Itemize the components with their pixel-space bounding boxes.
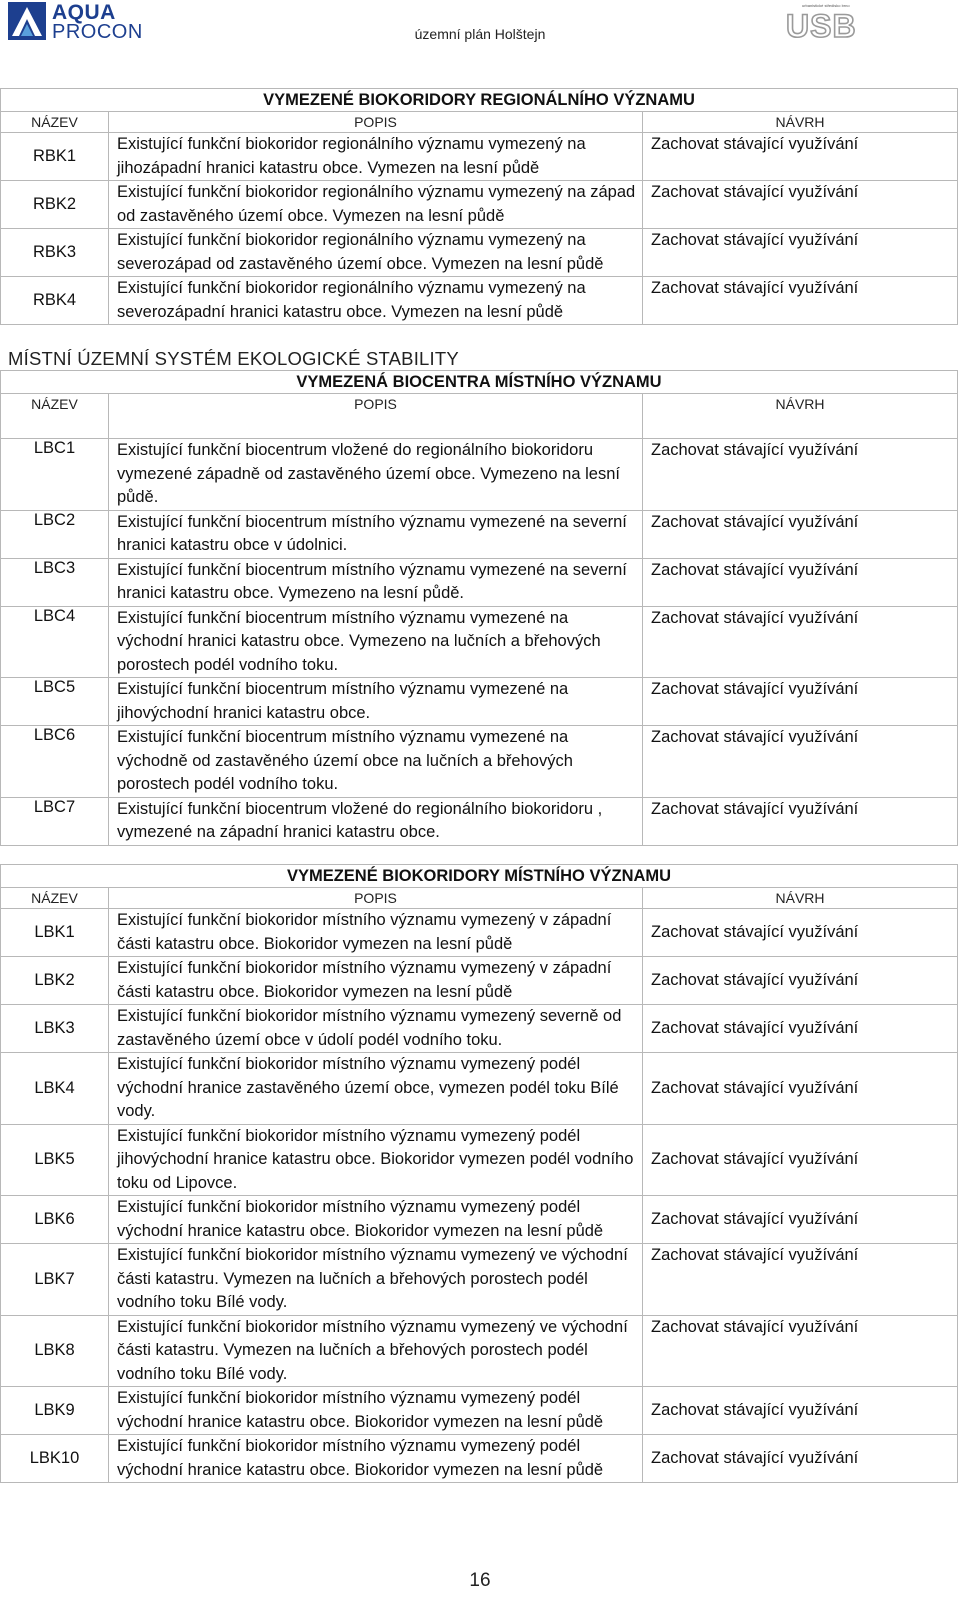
logo-word-procon: PROCON: [52, 21, 143, 43]
row-code: LBK8: [1, 1315, 109, 1387]
row-code: RBK1: [1, 133, 109, 181]
table-title: VYMEZENÁ BIOCENTRA MÍSTNÍHO VÝZNAMU: [1, 371, 958, 394]
table-row: [1, 1053, 958, 1125]
table-row: [1, 678, 958, 726]
row-code: LBK3: [1, 1005, 109, 1053]
table-row: [1, 957, 958, 1005]
table-row: [1, 277, 958, 325]
regional-biocorridors-table: [0, 88, 958, 325]
row-description: Existující funkční biokoridor místního významu vymezený ve východní části katastru. Vymezen na lučních a břehových porostech podél vodního toku Bílé vody.: [109, 1315, 643, 1387]
row-code: LBK6: [1, 1196, 109, 1244]
row-code: LBK5: [1, 1124, 109, 1196]
table-row: [1, 726, 958, 798]
table-row: [1, 606, 958, 678]
row-proposal: Zachovat stávající využívání: [643, 1387, 958, 1435]
row-code: LBC2: [1, 510, 109, 558]
column-header-proposal: NÁVRH: [643, 112, 958, 133]
row-description: Existující funkční biocentrum místního významu vymezené na východně od zastavěného území obce na lučních a břehových porostech podél vodního toku.: [109, 726, 643, 798]
column-header-name: NÁZEV: [1, 888, 109, 909]
section-heading: MÍSTNÍ ÚZEMNÍ SYSTÉM EKOLOGICKÉ STABILITY: [8, 348, 459, 369]
row-code: LBK7: [1, 1244, 109, 1316]
row-description: Existující funkční biokoridor místního významu vymezený podél východní hranice katastru obce. Biokoridor vymezen na lesní půdě: [109, 1387, 643, 1435]
row-description: Existující funkční biocentrum místního významu vymezené na severní hranici katastru obce. Vymezeno na lesní půdě.: [109, 558, 643, 606]
column-header-description: POPIS: [109, 394, 643, 439]
row-code: LBK10: [1, 1435, 109, 1483]
row-proposal: Zachovat stávající využívání: [643, 1005, 958, 1053]
row-description: Existující funkční biocentrum vložené do regionálního biokoridoru , vymezené na západní hranici katastru obce.: [109, 797, 643, 845]
table-row: [1, 1244, 958, 1316]
row-code: LBK9: [1, 1387, 109, 1435]
row-proposal: Zachovat stávající využívání: [643, 277, 958, 325]
row-description: Existující funkční biocentrum místního významu vymezené na severní hranici katastru obce v údolnici.: [109, 510, 643, 558]
row-description: Existující funkční biokoridor místního významu vymezený v západní části katastru obce. Biokoridor vymezen na lesní půdě: [109, 909, 643, 957]
row-description: Existující funkční biocentrum vložené do regionálního biokoridoru vymezené západně od zastavěného území obce. Vymezeno na lesní půdě.: [109, 439, 643, 511]
row-code: LBK4: [1, 1053, 109, 1125]
row-description: Existující funkční biokoridor místního významu vymezený podél východní hranice katastru obce. Biokoridor vymezen na lesní půdě: [109, 1196, 643, 1244]
row-proposal: Zachovat stávající využívání: [643, 678, 958, 726]
row-description: Existující funkční biokoridor regionálního významu vymezený na západ od zastavěného území obce. Vymezen na lesní půdě: [109, 181, 643, 229]
local-biocorridors-table: [0, 864, 958, 1483]
table-row: [1, 797, 958, 845]
row-proposal: Zachovat stávající využívání: [643, 1196, 958, 1244]
row-description: Existující funkční biokoridor místního významu vymezený podél východní hranice katastru obce. Biokoridor vymezen na lesní půdě: [109, 1435, 643, 1483]
svg-text:USB: USB: [786, 8, 857, 42]
table-title: VYMEZENÉ BIOKORIDORY MÍSTNÍHO VÝZNAMU: [1, 865, 958, 888]
usb-logo-caption: urbanistické středisko brno: [802, 3, 850, 8]
row-proposal: Zachovat stávající využívání: [643, 558, 958, 606]
row-code: LBC7: [1, 797, 109, 845]
row-proposal: Zachovat stávající využívání: [643, 726, 958, 798]
row-code: LBC1: [1, 439, 109, 511]
page-header: [0, 0, 960, 60]
row-proposal: Zachovat stávající využívání: [643, 1315, 958, 1387]
row-code: LBC3: [1, 558, 109, 606]
logo-word-aqua: AQUA: [52, 1, 116, 24]
table-row: [1, 1005, 958, 1053]
row-code: RBK3: [1, 229, 109, 277]
row-proposal: Zachovat stávající využívání: [643, 957, 958, 1005]
row-proposal: Zachovat stávající využívání: [643, 1244, 958, 1316]
row-code: LBK2: [1, 957, 109, 1005]
row-description: Existující funkční biokoridor regionálního významu vymezený na severozápadní hranici katastru obce. Vymezen na lesní půdě: [109, 277, 643, 325]
usb-logo-icon: [784, 6, 874, 42]
page-number: 16: [469, 1570, 491, 1591]
table-row: [1, 558, 958, 606]
column-header-proposal: NÁVRH: [643, 394, 958, 439]
table-row: [1, 181, 958, 229]
table-row: [1, 909, 958, 957]
row-code: RBK2: [1, 181, 109, 229]
row-code: RBK4: [1, 277, 109, 325]
row-proposal: Zachovat stávající využívání: [643, 133, 958, 181]
table-row: [1, 1315, 958, 1387]
table-row: [1, 1196, 958, 1244]
table-row: [1, 439, 958, 511]
row-description: Existující funkční biokoridor místního významu vymezený v západní části katastru obce. Biokoridor vymezen na lesní půdě: [109, 957, 643, 1005]
row-code: LBC6: [1, 726, 109, 798]
row-proposal: Zachovat stávající využívání: [643, 1435, 958, 1483]
row-description: Existující funkční biokoridor místního významu vymezený severně od zastavěného území obce v údolí podél vodního toku.: [109, 1005, 643, 1053]
document-title: územní plán Holštejn: [414, 26, 546, 42]
usb-logo: [784, 2, 880, 42]
column-header-description: POPIS: [109, 112, 643, 133]
row-proposal: Zachovat stávající využívání: [643, 909, 958, 957]
row-description: Existující funkční biokoridor místního významu vymezený podél jihovýchodní hranice katastru obce. Biokoridor vymezen podél vodního toku od Lipovce.: [109, 1124, 643, 1196]
table-row: [1, 510, 958, 558]
row-code: LBC4: [1, 606, 109, 678]
row-proposal: Zachovat stávající využívání: [643, 229, 958, 277]
row-description: Existující funkční biokoridor místního významu vymezený ve východní části katastru. Vymezen na lučních a břehových porostech podél vodního toku Bílé vody.: [109, 1244, 643, 1316]
row-proposal: Zachovat stávající využívání: [643, 439, 958, 511]
row-description: Existující funkční biocentrum místního významu vymezené na východní hranici katastru obce. Vymezeno na lučních a břehových porostech podél vodního toku.: [109, 606, 643, 678]
row-code: LBC5: [1, 678, 109, 726]
table-row: [1, 133, 958, 181]
row-proposal: Zachovat stávající využívání: [643, 797, 958, 845]
row-description: Existující funkční biokoridor regionálního významu vymezený na jihozápadní hranici katastru obce. Vymezen na lesní půdě: [109, 133, 643, 181]
row-description: Existující funkční biokoridor místního významu vymezený podél východní hranice zastavěného území obce, vymezen podél toku Bílé vody.: [109, 1053, 643, 1125]
row-proposal: Zachovat stávající využívání: [643, 606, 958, 678]
row-proposal: Zachovat stávající využívání: [643, 1124, 958, 1196]
column-header-proposal: NÁVRH: [643, 888, 958, 909]
row-proposal: Zachovat stávající využívání: [643, 181, 958, 229]
table-row: [1, 229, 958, 277]
row-description: Existující funkční biokoridor regionálního významu vymezený na severozápad od zastavěného území obce. Vymezen na lesní půdě: [109, 229, 643, 277]
column-header-name: NÁZEV: [1, 112, 109, 133]
row-description: Existující funkční biocentrum místního významu vymezené na jihovýchodní hranici katastru obce.: [109, 678, 643, 726]
table-row: [1, 1124, 958, 1196]
row-proposal: Zachovat stávající využívání: [643, 510, 958, 558]
local-biocenters-table: [0, 370, 958, 846]
row-proposal: Zachovat stávající využívání: [643, 1053, 958, 1125]
column-header-description: POPIS: [109, 888, 643, 909]
table-row: [1, 1435, 958, 1483]
table-row: [1, 1387, 958, 1435]
table-title: VYMEZENÉ BIOKORIDORY REGIONÁLNÍHO VÝZNAMU: [1, 89, 958, 112]
row-code: LBK1: [1, 909, 109, 957]
column-header-name: NÁZEV: [1, 394, 109, 439]
